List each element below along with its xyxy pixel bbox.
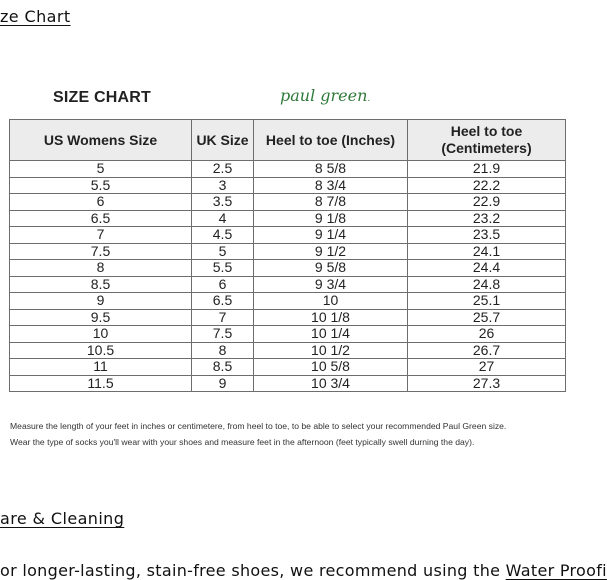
us-size-cell: 8.5 [10,276,192,293]
inches-cell: 8 3/4 [254,177,408,194]
inches-cell: 9 1/4 [254,227,408,244]
brand-logo-text: paul green [280,86,368,105]
inches-cell: 10 [254,293,408,310]
table-row [10,342,566,359]
us-size-cell: 5 [10,161,192,178]
centimeters-cell: 24.4 [408,260,566,277]
table-header-row [10,120,566,161]
uk-size-cell: 9 [192,375,254,392]
column-header-centimeters: Heel to toe (Centimeters) [408,120,566,161]
inches-cell: 10 1/8 [254,309,408,326]
us-size-cell: 6 [10,194,192,211]
uk-size-cell: 6.5 [192,293,254,310]
table-row [10,227,566,244]
centimeters-cell: 24.1 [408,243,566,260]
uk-size-cell: 3.5 [192,194,254,211]
inches-cell: 9 5/8 [254,260,408,277]
centimeters-cell: 25.1 [408,293,566,310]
us-size-cell: 7.5 [10,243,192,260]
centimeters-cell: 23.5 [408,227,566,244]
centimeters-cell: 23.2 [408,210,566,227]
us-size-cell: 9 [10,293,192,310]
inches-cell: 10 1/2 [254,342,408,359]
us-size-cell: 10.5 [10,342,192,359]
size-chart-heading: ze Chart [0,7,71,26]
table-row [10,359,566,376]
table-row [10,309,566,326]
table-row [10,276,566,293]
table-row [10,375,566,392]
us-size-cell: 11.5 [10,375,192,392]
centimeters-cell: 27.3 [408,375,566,392]
centimeters-cell: 22.2 [408,177,566,194]
centimeters-cell: 22.9 [408,194,566,211]
uk-size-cell: 6 [192,276,254,293]
uk-size-cell: 4.5 [192,227,254,244]
uk-size-cell: 2.5 [192,161,254,178]
socks-note: Wear the type of socks you'll wear with your shoes and measure feet in the afternoon (feet typically swell durning the day). [10,437,475,447]
column-header-uk-size: UK Size [192,120,254,161]
size-table-body [10,161,566,392]
table-row [10,293,566,310]
us-size-cell: 6.5 [10,210,192,227]
us-size-cell: 8 [10,260,192,277]
inches-cell: 9 3/4 [254,276,408,293]
table-row [10,326,566,343]
uk-size-cell: 5 [192,243,254,260]
centimeters-cell: 27 [408,359,566,376]
uk-size-cell: 8.5 [192,359,254,376]
care-intro-text: or longer-lasting, stain-free shoes, we recommend using the [0,561,506,580]
inches-cell: 10 1/4 [254,326,408,343]
us-size-cell: 10 [10,326,192,343]
inches-cell: 8 5/8 [254,161,408,178]
brand-logo-dot: . [367,94,371,104]
table-row [10,210,566,227]
inches-cell: 9 1/8 [254,210,408,227]
uk-size-cell: 7 [192,309,254,326]
care-cleaning-heading: are & Cleaning [0,509,125,528]
uk-size-cell: 5.5 [192,260,254,277]
table-row [10,260,566,277]
chart-title: SIZE CHART [53,89,151,106]
brand-logo [280,86,370,105]
us-size-cell: 7 [10,227,192,244]
centimeters-cell: 25.7 [408,309,566,326]
column-header-us-size: US Womens Size [10,120,192,161]
table-row [10,243,566,260]
us-size-cell: 11 [10,359,192,376]
inches-cell: 10 5/8 [254,359,408,376]
uk-size-cell: 4 [192,210,254,227]
inches-cell: 10 3/4 [254,375,408,392]
table-row [10,194,566,211]
size-table [9,119,566,392]
us-size-cell: 9.5 [10,309,192,326]
centimeters-cell: 26 [408,326,566,343]
table-row [10,177,566,194]
inches-cell: 9 1/2 [254,243,408,260]
centimeters-cell: 24.8 [408,276,566,293]
centimeters-cell: 26.7 [408,342,566,359]
table-row [10,161,566,178]
measure-note: Measure the length of your feet in inches or centimetere, from heel to toe, to be able to select your recommended Paul Green size. [10,421,507,431]
centimeters-cell: 21.9 [408,161,566,178]
column-header-inches: Heel to toe (Inches) [254,120,408,161]
uk-size-cell: 3 [192,177,254,194]
us-size-cell: 5.5 [10,177,192,194]
water-proofing-link[interactable]: Water Proofi [505,561,607,580]
inches-cell: 8 7/8 [254,194,408,211]
uk-size-cell: 7.5 [192,326,254,343]
uk-size-cell: 8 [192,342,254,359]
care-intro-paragraph [0,561,607,580]
